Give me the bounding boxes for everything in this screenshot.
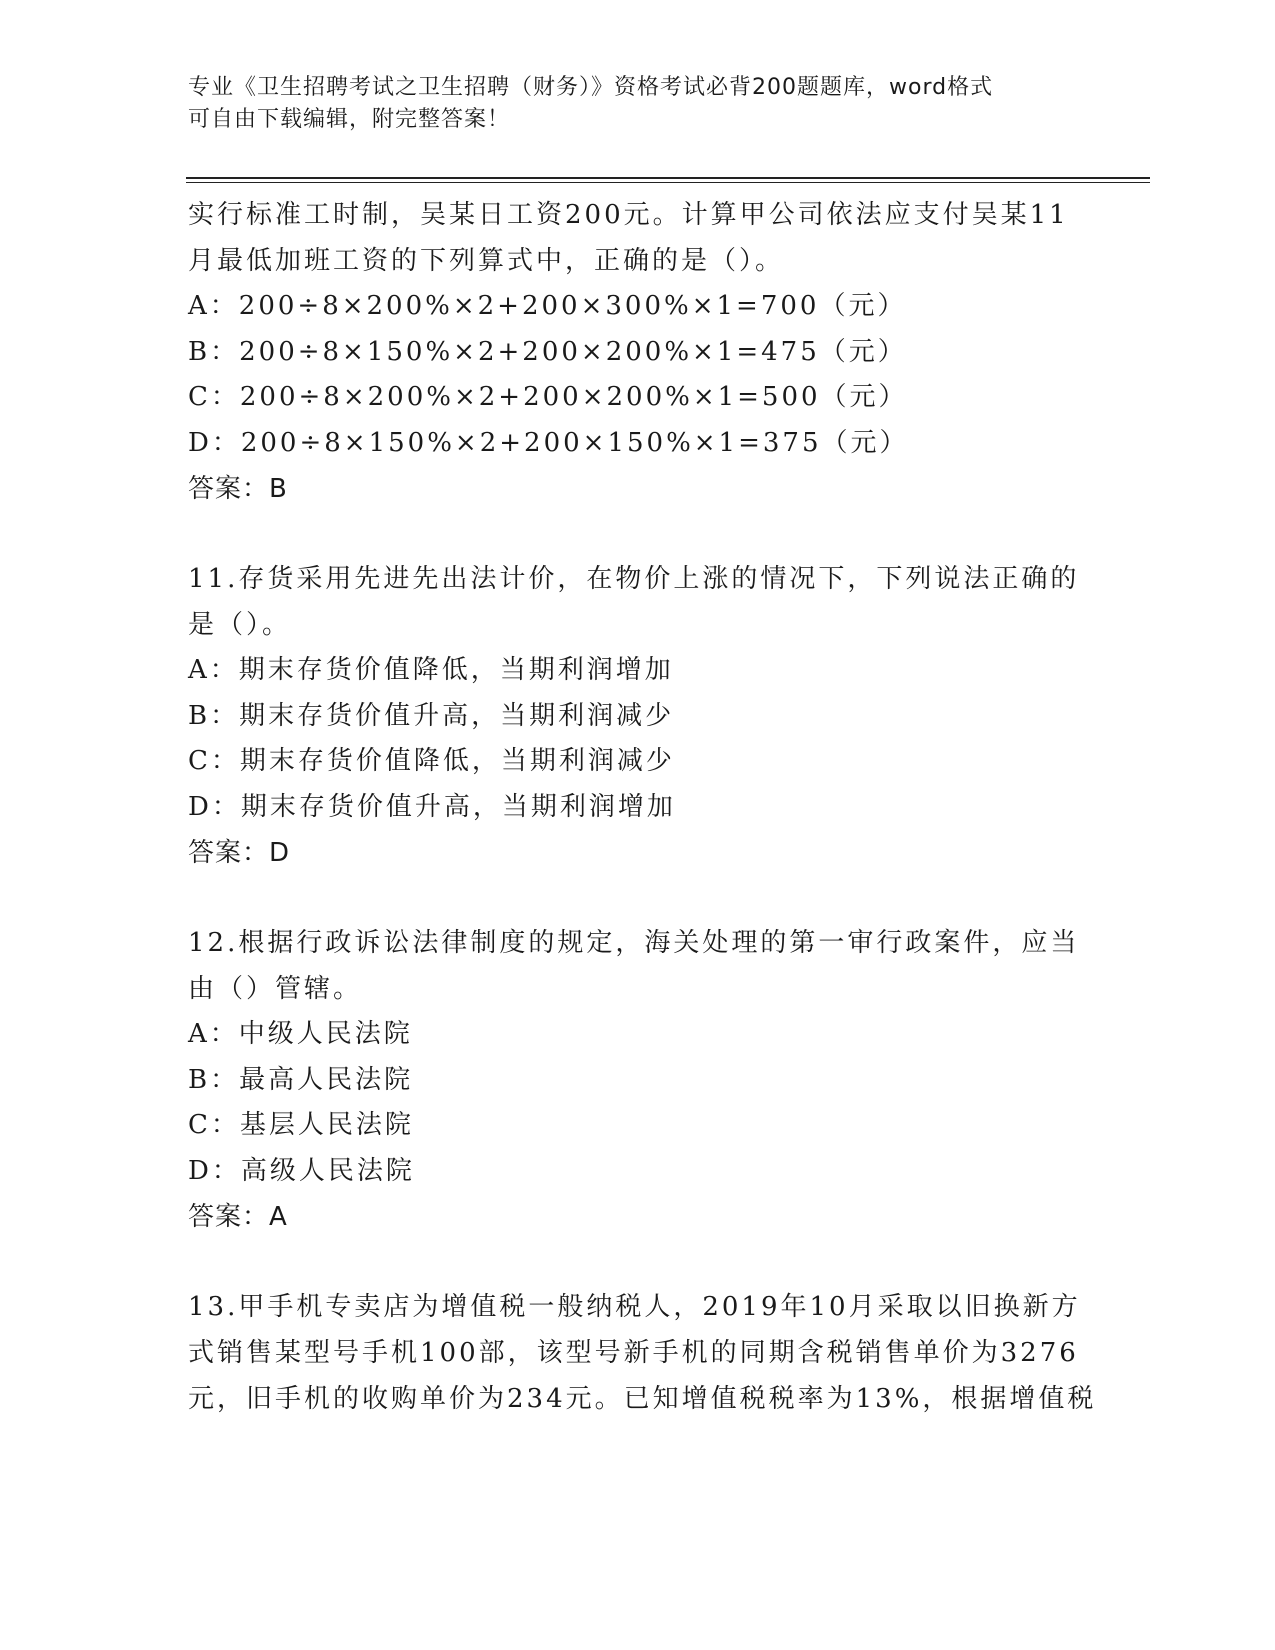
question-text-line: 13.甲手机专卖店为增值税一般纳税人，2019年10月采取以旧换新方 — [188, 1292, 1081, 1322]
option-a: A：中级人民法院 — [188, 1019, 413, 1049]
question-text-line: 11.存货采用先进先出法计价，在物价上涨的情况下，下列说法正确的 — [188, 564, 1080, 594]
question-11 — [188, 556, 1088, 876]
question-text-line: 式销售某型号手机100部，该型号新手机的同期含税销售单价为3276 — [188, 1338, 1079, 1368]
question-text-line: 元，旧手机的收购单价为234元。已知增值税税率为13%，根据增值税 — [188, 1384, 1097, 1414]
question-13 — [188, 1284, 1097, 1422]
option-c: C：期末存货价值降低，当期利润减少 — [188, 746, 675, 776]
answer-line: 答案：B — [188, 474, 288, 504]
option-a: A：200÷8×200%×2+200×300%×1=700（元） — [188, 291, 907, 321]
question-12 — [188, 920, 1088, 1240]
question-text-line: 12.根据行政诉讼法律制度的规定，海关处理的第一审行政案件，应当 — [188, 928, 1080, 958]
document-header — [188, 72, 1088, 136]
option-b: B：最高人民法院 — [188, 1064, 414, 1095]
header-line-1: 专业《卫生招聘考试之卫生招聘（财务）》资格考试必背200题题库，word格式 — [188, 75, 994, 100]
header-divider-thin — [186, 182, 1150, 183]
question-text-line: 由（）管辖。 — [188, 974, 363, 1004]
header-divider — [186, 177, 1150, 179]
question-text-line: 实行标准工时制，吴某日工资200元。计算甲公司依法应支付吴某11 — [188, 200, 1069, 230]
option-a: A：期末存货价值降低，当期利润增加 — [188, 655, 674, 685]
answer-line: 答案：A — [188, 1202, 288, 1232]
question-10 — [188, 192, 1088, 512]
option-d: D：高级人民法院 — [188, 1155, 415, 1186]
option-c: C：200÷8×200%×2+200×200%×1=500（元） — [188, 382, 908, 412]
option-b: B：200÷8×150%×2+200×200%×1=475（元） — [188, 336, 907, 367]
header-line-2: 可自由下载编辑，附完整答案！ — [188, 107, 511, 132]
answer-line: 答案：D — [188, 838, 291, 868]
option-d: D：200÷8×150%×2+200×150%×1=375（元） — [188, 427, 909, 458]
option-c: C：基层人民法院 — [188, 1110, 414, 1140]
option-d: D：期末存货价值升高，当期利润增加 — [188, 791, 676, 822]
question-text-line: 是（）。 — [188, 610, 292, 640]
document-body — [188, 192, 1097, 1422]
question-text-line: 月最低加班工资的下列算式中，正确的是（）。 — [188, 246, 785, 276]
option-b: B：期末存货价值升高，当期利润减少 — [188, 700, 675, 731]
